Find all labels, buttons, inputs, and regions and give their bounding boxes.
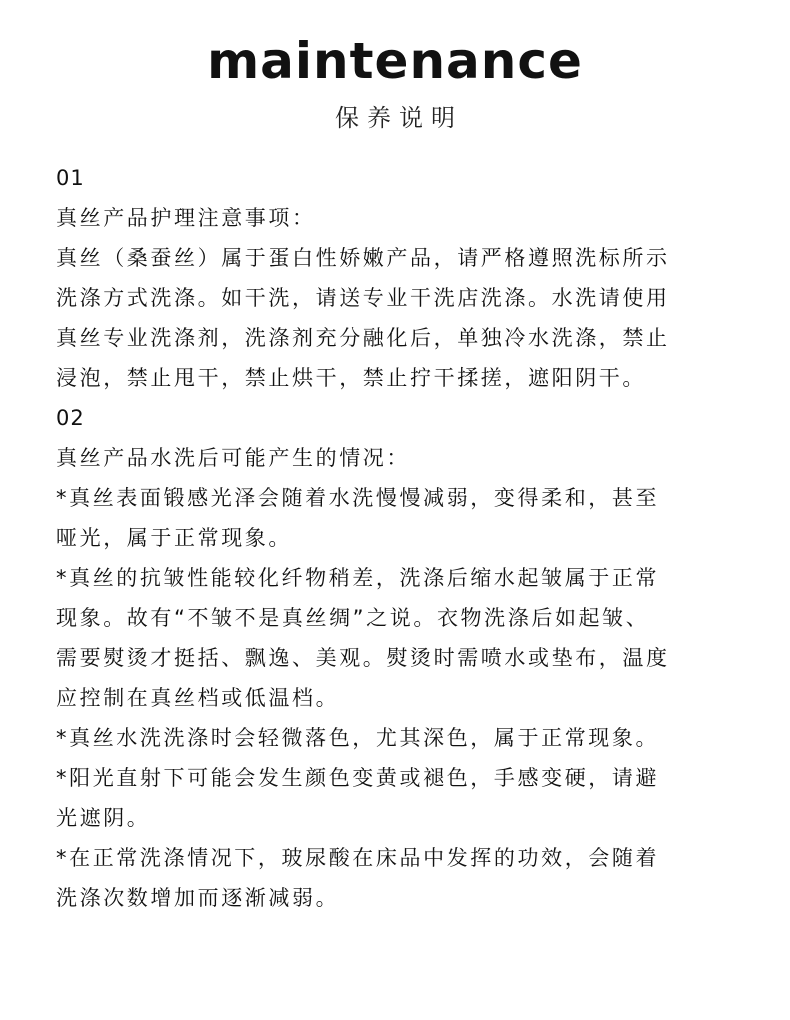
- section-text-line: 洗涤次数增加而逐渐减弱。: [56, 886, 340, 910]
- page-subtitle: 保养说明: [335, 104, 463, 132]
- section-number: 01: [56, 166, 85, 190]
- page-title: maintenance: [207, 32, 583, 90]
- section-text-line: *真丝水洗洗涤时会轻微落色，尤其深色，属于正常现象。: [56, 726, 660, 750]
- section-heading: 真丝产品水洗后可能产生的情况：: [56, 446, 410, 470]
- section-text-line: 洗涤方式洗涤。如干洗，请送专业干洗店洗涤。水洗请使用: [56, 286, 670, 310]
- section-text-line: *阳光直射下可能会发生颜色变黄或褪色，手感变硬，请避: [56, 766, 660, 790]
- section-text-line: 现象。故有“不皱不是真丝绸”之说。衣物洗涤后如起皱、: [56, 606, 650, 630]
- section-text-line: 应控制在真丝档或低温档。: [56, 686, 340, 710]
- section-text-line: 光遮阴。: [56, 806, 151, 830]
- section-number: 02: [56, 406, 85, 430]
- section-text-line: *真丝表面锻感光泽会随着水洗慢慢减弱，变得柔和，甚至: [56, 486, 660, 510]
- section-text-line: 真丝（桑蚕丝）属于蛋白性娇嫩产品，请严格遵照洗标所示: [56, 246, 670, 270]
- section-text-line: 需要熨烫才挺括、飘逸、美观。熨烫时需喷水或垫布，温度: [56, 646, 670, 670]
- section-heading: 真丝产品护理注意事项：: [56, 206, 316, 230]
- section-text-line: *在正常洗涤情况下，玻尿酸在床品中发挥的功效，会随着: [56, 846, 660, 870]
- section-text-line: *真丝的抗皱性能较化纤物稍差，洗涤后缩水起皱属于正常: [56, 566, 660, 590]
- section-text-line: 真丝专业洗涤剂，洗涤剂充分融化后，单独冷水洗涤，禁止: [56, 326, 670, 350]
- instructions-body: [56, 158, 746, 918]
- section-text-line: 哑光，属于正常现象。: [56, 526, 292, 550]
- section-text-line: 浸泡，禁止甩干，禁止烘干，禁止拧干揉搓，遮阳阴干。: [56, 366, 646, 390]
